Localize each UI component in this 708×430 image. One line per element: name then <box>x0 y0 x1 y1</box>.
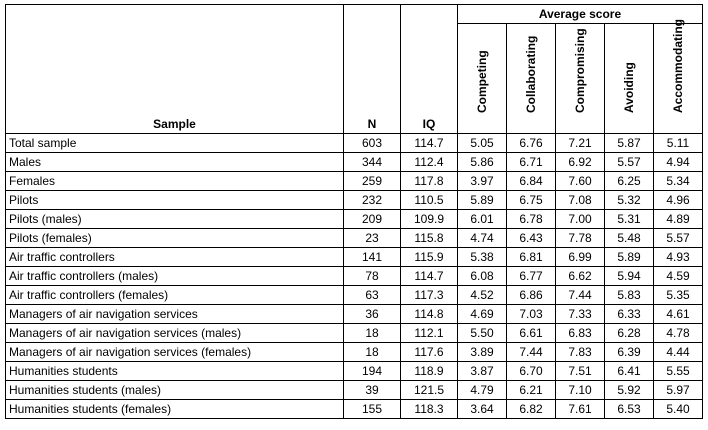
cell-compromising: 7.10 <box>556 381 605 400</box>
cell-avoiding: 5.87 <box>605 134 654 153</box>
cell-sample: Air traffic controllers (males) <box>6 267 344 286</box>
cell-n: 36 <box>344 305 401 324</box>
table-row <box>6 305 703 324</box>
cell-collaborating: 6.81 <box>507 248 556 267</box>
cell-compromising: 7.44 <box>556 286 605 305</box>
cell-sample: Pilots (males) <box>6 210 344 229</box>
cell-competing: 5.86 <box>458 153 507 172</box>
cell-accommodating: 5.40 <box>654 400 703 419</box>
header-average-score: Average score <box>458 5 703 24</box>
cell-sample: Females <box>6 172 344 191</box>
cell-sample: Pilots (females) <box>6 229 344 248</box>
header-avoiding-label: Avoiding <box>622 62 636 113</box>
cell-collaborating: 6.70 <box>507 362 556 381</box>
cell-accommodating: 4.93 <box>654 248 703 267</box>
cell-accommodating: 4.44 <box>654 343 703 362</box>
cell-iq: 114.7 <box>401 267 458 286</box>
cell-accommodating: 4.96 <box>654 191 703 210</box>
cell-avoiding: 6.39 <box>605 343 654 362</box>
cell-avoiding: 6.41 <box>605 362 654 381</box>
cell-iq: 115.9 <box>401 248 458 267</box>
cell-collaborating: 7.44 <box>507 343 556 362</box>
cell-compromising: 7.61 <box>556 400 605 419</box>
table-row <box>6 267 703 286</box>
cell-n: 209 <box>344 210 401 229</box>
header-avoiding <box>605 24 654 134</box>
cell-competing: 4.79 <box>458 381 507 400</box>
header-accommodating-label: Accommodating <box>671 18 685 113</box>
cell-collaborating: 6.71 <box>507 153 556 172</box>
cell-n: 155 <box>344 400 401 419</box>
table-row <box>6 229 703 248</box>
cell-accommodating: 5.11 <box>654 134 703 153</box>
cell-avoiding: 5.83 <box>605 286 654 305</box>
cell-n: 39 <box>344 381 401 400</box>
cell-collaborating: 6.84 <box>507 172 556 191</box>
cell-competing: 3.64 <box>458 400 507 419</box>
cell-competing: 6.01 <box>458 210 507 229</box>
cell-avoiding: 6.53 <box>605 400 654 419</box>
cell-avoiding: 5.89 <box>605 248 654 267</box>
cell-accommodating: 5.97 <box>654 381 703 400</box>
cell-sample: Pilots <box>6 191 344 210</box>
cell-accommodating: 5.35 <box>654 286 703 305</box>
cell-iq: 112.4 <box>401 153 458 172</box>
cell-sample: Males <box>6 153 344 172</box>
cell-collaborating: 6.78 <box>507 210 556 229</box>
cell-sample: Managers of air navigation services (females) <box>6 343 344 362</box>
cell-collaborating: 6.76 <box>507 134 556 153</box>
header-accommodating <box>654 18 703 134</box>
cell-compromising: 7.33 <box>556 305 605 324</box>
header-n: N <box>344 5 401 134</box>
table-row <box>6 362 703 381</box>
scores-table <box>5 4 703 419</box>
cell-competing: 5.89 <box>458 191 507 210</box>
cell-n: 78 <box>344 267 401 286</box>
cell-iq: 117.3 <box>401 286 458 305</box>
cell-competing: 5.05 <box>458 134 507 153</box>
cell-compromising: 7.21 <box>556 134 605 153</box>
cell-n: 23 <box>344 229 401 248</box>
cell-sample: Humanities students (males) <box>6 381 344 400</box>
cell-accommodating: 4.59 <box>654 267 703 286</box>
cell-collaborating: 6.61 <box>507 324 556 343</box>
table-row <box>6 153 703 172</box>
cell-avoiding: 5.48 <box>605 229 654 248</box>
cell-iq: 118.3 <box>401 400 458 419</box>
cell-iq: 110.5 <box>401 191 458 210</box>
cell-iq: 114.8 <box>401 305 458 324</box>
cell-sample: Managers of air navigation services (males) <box>6 324 344 343</box>
table-row <box>6 210 703 229</box>
cell-compromising: 6.83 <box>556 324 605 343</box>
cell-competing: 5.50 <box>458 324 507 343</box>
cell-compromising: 7.60 <box>556 172 605 191</box>
table-row <box>6 191 703 210</box>
cell-competing: 3.97 <box>458 172 507 191</box>
cell-compromising: 7.83 <box>556 343 605 362</box>
table-row <box>6 400 703 419</box>
cell-sample: Air traffic controllers (females) <box>6 286 344 305</box>
cell-sample: Total sample <box>6 134 344 153</box>
cell-n: 344 <box>344 153 401 172</box>
header-sample: Sample <box>6 5 344 134</box>
cell-competing: 4.69 <box>458 305 507 324</box>
cell-collaborating: 6.77 <box>507 267 556 286</box>
cell-n: 603 <box>344 134 401 153</box>
header-competing-label: Competing <box>475 50 489 113</box>
table-row <box>6 172 703 191</box>
cell-n: 18 <box>344 324 401 343</box>
cell-compromising: 7.00 <box>556 210 605 229</box>
cell-iq: 118.9 <box>401 362 458 381</box>
cell-collaborating: 6.43 <box>507 229 556 248</box>
table-body <box>6 134 703 419</box>
cell-collaborating: 6.86 <box>507 286 556 305</box>
cell-avoiding: 6.33 <box>605 305 654 324</box>
table-row <box>6 324 703 343</box>
cell-avoiding: 6.25 <box>605 172 654 191</box>
cell-avoiding: 5.57 <box>605 153 654 172</box>
cell-iq: 121.5 <box>401 381 458 400</box>
cell-avoiding: 5.94 <box>605 267 654 286</box>
cell-accommodating: 4.89 <box>654 210 703 229</box>
header-collaborating-label: Collaborating <box>524 35 538 113</box>
table-row <box>6 343 703 362</box>
header-iq: IQ <box>401 5 458 134</box>
cell-accommodating: 4.78 <box>654 324 703 343</box>
cell-compromising: 6.99 <box>556 248 605 267</box>
cell-compromising: 7.78 <box>556 229 605 248</box>
table-row <box>6 381 703 400</box>
cell-accommodating: 5.34 <box>654 172 703 191</box>
cell-compromising: 7.08 <box>556 191 605 210</box>
cell-competing: 3.89 <box>458 343 507 362</box>
cell-collaborating: 6.82 <box>507 400 556 419</box>
cell-n: 194 <box>344 362 401 381</box>
cell-accommodating: 4.61 <box>654 305 703 324</box>
cell-accommodating: 4.94 <box>654 153 703 172</box>
table-container <box>5 4 703 419</box>
cell-sample: Humanities students (females) <box>6 400 344 419</box>
cell-competing: 6.08 <box>458 267 507 286</box>
cell-competing: 3.87 <box>458 362 507 381</box>
cell-iq: 117.6 <box>401 343 458 362</box>
cell-avoiding: 5.92 <box>605 381 654 400</box>
cell-n: 63 <box>344 286 401 305</box>
cell-collaborating: 6.75 <box>507 191 556 210</box>
cell-iq: 117.8 <box>401 172 458 191</box>
cell-avoiding: 6.28 <box>605 324 654 343</box>
cell-compromising: 7.51 <box>556 362 605 381</box>
table-row <box>6 286 703 305</box>
cell-competing: 4.74 <box>458 229 507 248</box>
cell-avoiding: 5.32 <box>605 191 654 210</box>
cell-sample: Managers of air navigation services <box>6 305 344 324</box>
cell-iq: 115.8 <box>401 229 458 248</box>
cell-iq: 109.9 <box>401 210 458 229</box>
cell-n: 141 <box>344 248 401 267</box>
cell-iq: 114.7 <box>401 134 458 153</box>
cell-iq: 112.1 <box>401 324 458 343</box>
cell-avoiding: 5.31 <box>605 210 654 229</box>
cell-compromising: 6.92 <box>556 153 605 172</box>
cell-sample: Air traffic controllers <box>6 248 344 267</box>
cell-accommodating: 5.55 <box>654 362 703 381</box>
cell-n: 259 <box>344 172 401 191</box>
header-collaborating <box>507 24 556 134</box>
cell-collaborating: 7.03 <box>507 305 556 324</box>
cell-competing: 4.52 <box>458 286 507 305</box>
cell-n: 232 <box>344 191 401 210</box>
header-competing <box>458 24 507 134</box>
header-compromising-label: Compromising <box>573 28 587 113</box>
cell-sample: Humanities students <box>6 362 344 381</box>
cell-competing: 5.38 <box>458 248 507 267</box>
cell-n: 18 <box>344 343 401 362</box>
cell-collaborating: 6.21 <box>507 381 556 400</box>
cell-compromising: 6.62 <box>556 267 605 286</box>
header-compromising <box>556 24 605 134</box>
table-row <box>6 248 703 267</box>
cell-accommodating: 5.57 <box>654 229 703 248</box>
table-row <box>6 134 703 153</box>
